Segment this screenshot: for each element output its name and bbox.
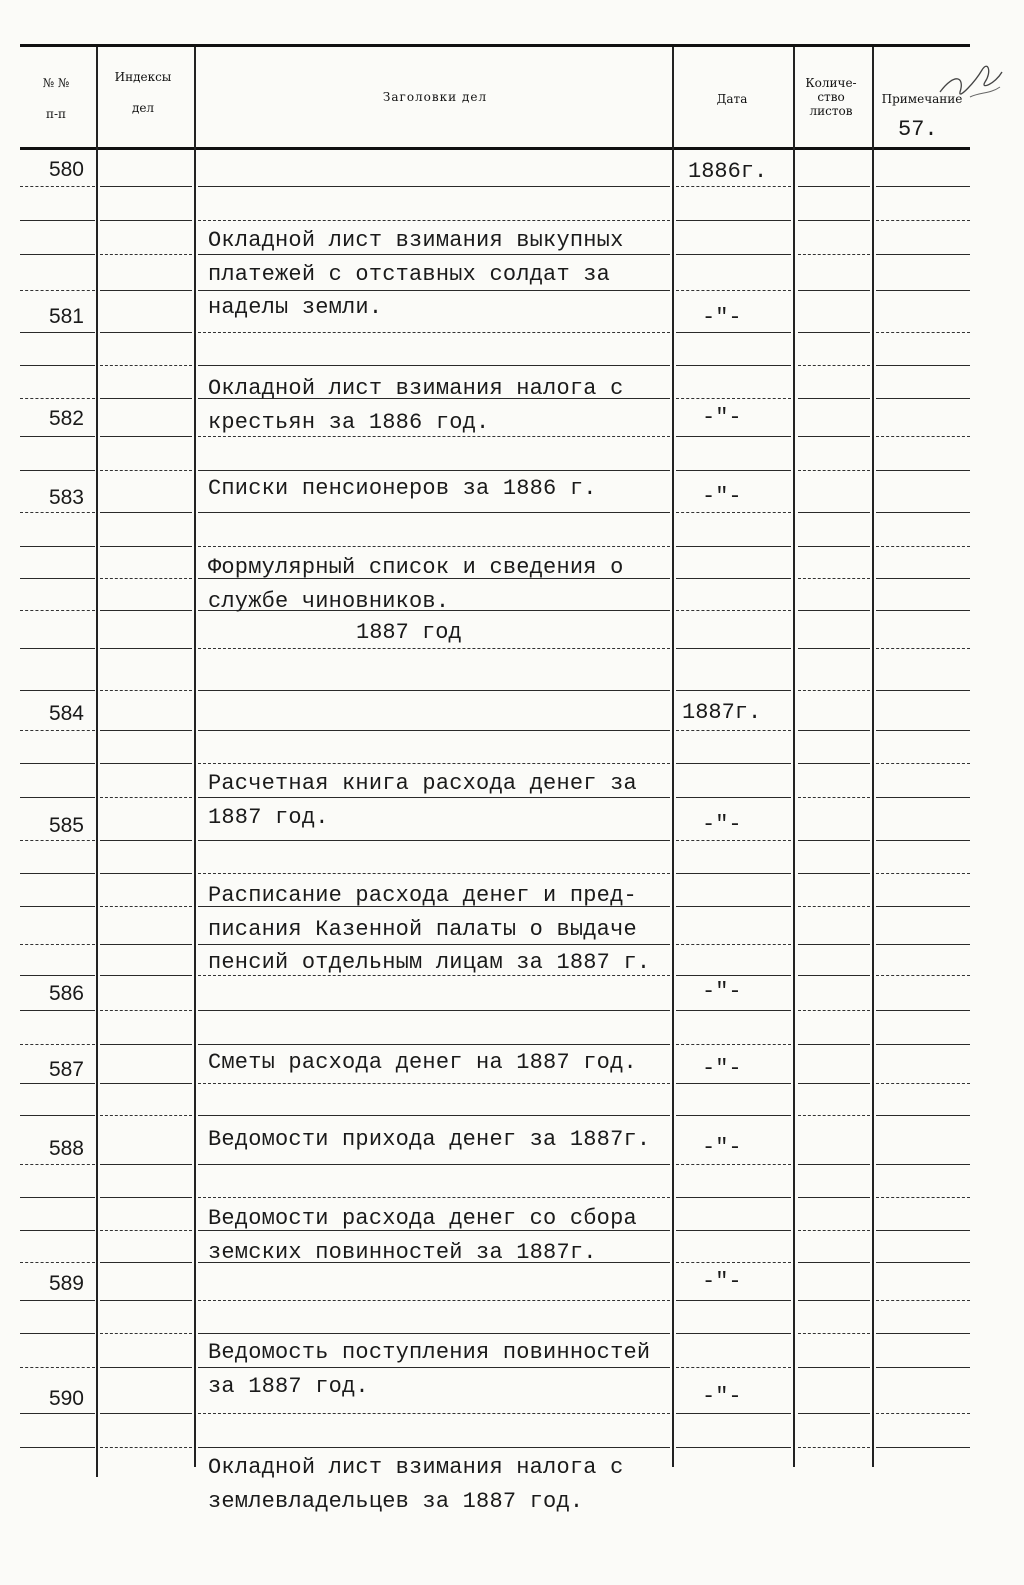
case-date: -"- — [702, 1135, 742, 1160]
ruled-line — [100, 398, 192, 399]
ruled-line — [876, 1197, 970, 1198]
case-date: -"- — [702, 305, 742, 330]
ruled-line — [876, 1447, 970, 1448]
ruled-line — [100, 1230, 192, 1231]
ruled-line — [20, 1083, 95, 1084]
ruled-line — [676, 398, 791, 399]
ruled-line — [676, 1300, 791, 1301]
ruled-line — [798, 436, 870, 437]
ruled-line — [876, 1333, 970, 1334]
ruled-line — [876, 332, 970, 333]
ruled-line — [876, 365, 970, 366]
ruled-line — [876, 1010, 970, 1011]
ruled-line — [676, 365, 791, 366]
ruled-line — [676, 1044, 791, 1045]
ruled-line — [876, 546, 970, 547]
ruled-line — [676, 1010, 791, 1011]
case-date: -"- — [702, 1384, 742, 1409]
ruled-line — [798, 1300, 870, 1301]
ruled-line — [798, 1413, 870, 1414]
ruled-line — [876, 220, 970, 221]
ruled-line — [676, 1333, 791, 1334]
ruled-line — [876, 470, 970, 471]
ruled-line — [20, 290, 95, 291]
ruled-line — [100, 254, 192, 255]
ruled-line — [100, 220, 192, 221]
ruled-line — [676, 186, 791, 187]
ruled-line — [100, 1197, 192, 1198]
ruled-line — [20, 1115, 95, 1116]
ruled-line — [100, 512, 192, 513]
ruled-line — [876, 1367, 970, 1368]
ruled-line — [20, 512, 95, 513]
case-title: Формулярный список и сведения о службе чиновников. — [208, 555, 624, 614]
ruled-line — [676, 578, 791, 579]
ruled-line — [20, 1164, 95, 1165]
ruled-line — [676, 546, 791, 547]
ruled-line — [20, 254, 95, 255]
ruled-line — [876, 873, 970, 874]
ruled-line — [20, 1300, 95, 1301]
case-title: Расчетная книга расхода денег за 1887 год. — [208, 771, 637, 830]
ruled-line — [876, 797, 970, 798]
ruled-line — [798, 648, 870, 649]
ruled-line — [876, 398, 970, 399]
row-number: 581 — [48, 305, 84, 328]
ruled-line — [20, 975, 95, 976]
ruled-line — [676, 1083, 791, 1084]
ruled-line — [100, 1333, 192, 1334]
header-col-date: Дата — [716, 92, 748, 106]
ruled-line — [100, 730, 192, 731]
ruled-line — [100, 975, 192, 976]
case-date: 1887г. — [682, 700, 762, 725]
ruled-line — [20, 220, 95, 221]
ruled-line — [876, 1300, 970, 1301]
ruled-line — [798, 873, 870, 874]
ruled-line — [876, 1115, 970, 1116]
col-divider-4 — [793, 47, 795, 1467]
ruled-line — [876, 578, 970, 579]
ruled-line — [676, 797, 791, 798]
ruled-line — [798, 944, 870, 945]
ruled-line — [676, 1262, 791, 1263]
case-title: Ведомости прихода денег за 1887г. — [208, 1127, 651, 1152]
ruled-line — [100, 1300, 192, 1301]
ruled-line — [798, 1044, 870, 1045]
ruled-line — [100, 436, 192, 437]
case-title: Сметы расхода денег на 1887 год. — [208, 1050, 637, 1075]
row-number: 589 — [48, 1272, 84, 1295]
ruled-line — [676, 1413, 791, 1414]
ruled-line — [876, 690, 970, 691]
ruled-line — [876, 186, 970, 187]
ruled-line — [20, 906, 95, 907]
ruled-line — [20, 797, 95, 798]
ruled-line — [798, 1230, 870, 1231]
header-bottom-rule — [20, 147, 970, 150]
ruled-line — [100, 610, 192, 611]
ruled-line — [100, 546, 192, 547]
ruled-line — [100, 332, 192, 333]
ruled-line — [676, 470, 791, 471]
ruled-line — [798, 1083, 870, 1084]
year-heading: 1887 год — [356, 620, 462, 645]
ruled-line — [20, 546, 95, 547]
row-number: 582 — [48, 407, 84, 430]
ruled-line — [676, 1164, 791, 1165]
ruled-line — [20, 1413, 95, 1414]
ruled-line — [876, 436, 970, 437]
ruled-line — [876, 512, 970, 513]
ruled-line — [20, 873, 95, 874]
header-top-rule — [20, 44, 970, 47]
ruled-line — [798, 975, 870, 976]
ruled-line — [676, 1197, 791, 1198]
ruled-line — [798, 220, 870, 221]
ruled-line — [100, 873, 192, 874]
ruled-line — [676, 220, 791, 221]
ruled-line — [20, 436, 95, 437]
ruled-line — [100, 1262, 192, 1263]
ruled-line — [876, 840, 970, 841]
case-title: Ведомость поступления повинностей за 1887 год. — [208, 1340, 651, 1399]
header-col-index: Индексы дел — [114, 70, 172, 115]
sheet-number: 57. — [898, 117, 938, 142]
ruled-line — [676, 873, 791, 874]
ruled-line — [20, 1447, 95, 1448]
ruled-line — [798, 1164, 870, 1165]
ruled-line — [20, 398, 95, 399]
ruled-line — [100, 1044, 192, 1045]
case-title: Списки пенсионеров за 1886 г. — [208, 476, 597, 501]
ruled-line — [798, 1010, 870, 1011]
ruled-line — [20, 730, 95, 731]
row-number: 585 — [48, 814, 84, 837]
ruled-line — [20, 1044, 95, 1045]
ruled-line — [876, 1164, 970, 1165]
ruled-line — [20, 186, 95, 187]
case-title: Расписание расхода денег и пред- писания Казенной палаты о выдаче пенсий отдельным лицам за 1887 г. — [208, 883, 651, 975]
ruled-line — [676, 944, 791, 945]
case-title: Ведомости расхода денег со сбора земских повинностей за 1887г. — [208, 1206, 637, 1265]
row-number: 586 — [48, 982, 84, 1005]
ruled-line — [876, 1044, 970, 1045]
ruled-line — [20, 365, 95, 366]
ruled-line — [676, 763, 791, 764]
ruled-line — [100, 906, 192, 907]
ruled-line — [20, 1333, 95, 1334]
ruled-line — [676, 512, 791, 513]
ruled-line — [798, 290, 870, 291]
ruled-line — [798, 470, 870, 471]
ruled-line — [676, 690, 791, 691]
ruled-line — [20, 763, 95, 764]
row-number: 580 — [48, 158, 84, 181]
ruled-line — [798, 906, 870, 907]
case-date: -"- — [702, 1056, 742, 1081]
ruled-line — [20, 1230, 95, 1231]
ruled-line — [798, 1262, 870, 1263]
ruled-line — [100, 365, 192, 366]
ruled-line — [798, 578, 870, 579]
ruled-line — [100, 290, 192, 291]
ruled-line — [20, 648, 95, 649]
ruled-line — [798, 1333, 870, 1334]
ruled-line — [100, 1447, 192, 1448]
ruled-line — [798, 186, 870, 187]
ruled-line — [876, 648, 970, 649]
ruled-line — [798, 332, 870, 333]
ruled-line — [798, 797, 870, 798]
ruled-line — [798, 398, 870, 399]
ruled-line — [100, 944, 192, 945]
ruled-line — [20, 610, 95, 611]
ruled-line — [20, 840, 95, 841]
ruled-line — [876, 1083, 970, 1084]
ruled-line — [100, 690, 192, 691]
ruled-line — [100, 648, 192, 649]
ruled-line — [100, 470, 192, 471]
ruled-line — [876, 254, 970, 255]
ruled-line — [798, 690, 870, 691]
ruled-line — [676, 840, 791, 841]
ruled-line — [798, 1367, 870, 1368]
ruled-line — [676, 1115, 791, 1116]
ruled-line — [876, 1262, 970, 1263]
ruled-line — [20, 470, 95, 471]
ruled-line — [876, 730, 970, 731]
header-col-title: Заголовки дел — [382, 90, 488, 104]
ruled-line — [100, 578, 192, 579]
ruled-line — [20, 1367, 95, 1368]
ruled-line — [20, 1010, 95, 1011]
ruled-line — [100, 1164, 192, 1165]
ruled-line — [676, 1367, 791, 1368]
ruled-line — [676, 975, 791, 976]
header-col-note: Примечание — [881, 92, 963, 106]
header-col-count: Количе- ство листов — [805, 76, 857, 118]
ruled-line — [676, 906, 791, 907]
ruled-line — [876, 1413, 970, 1414]
ruled-line — [100, 1413, 192, 1414]
col-divider-1 — [96, 47, 98, 1477]
ruled-line — [198, 690, 670, 691]
ruled-line — [798, 365, 870, 366]
ruled-line — [100, 797, 192, 798]
ruled-line — [20, 690, 95, 691]
ruled-line — [676, 1447, 791, 1448]
ruled-line — [798, 730, 870, 731]
ruled-line — [798, 1197, 870, 1198]
ruled-line — [876, 975, 970, 976]
ruled-line — [20, 332, 95, 333]
ruled-line — [876, 944, 970, 945]
ruled-line — [100, 763, 192, 764]
col-divider-5 — [872, 47, 874, 1467]
ruled-line — [20, 578, 95, 579]
ruled-line — [798, 1447, 870, 1448]
case-title: Окладной лист взимания налога с крестьян за 1886 год. — [208, 376, 624, 435]
case-date: -"- — [702, 405, 742, 430]
ruled-line — [798, 763, 870, 764]
ruled-line — [676, 254, 791, 255]
ruled-line — [100, 1083, 192, 1084]
ruled-line — [876, 906, 970, 907]
ruled-line — [676, 1230, 791, 1231]
ruled-line — [20, 1197, 95, 1198]
col-divider-2 — [194, 47, 196, 1467]
ruled-line — [798, 610, 870, 611]
ruled-line — [676, 290, 791, 291]
row-number: 584 — [48, 702, 84, 725]
ruled-line — [676, 436, 791, 437]
ruled-line — [20, 1262, 95, 1263]
ruled-line — [798, 840, 870, 841]
ruled-line — [676, 730, 791, 731]
ruled-line — [676, 610, 791, 611]
row-number: 587 — [48, 1058, 84, 1081]
case-date: -"- — [702, 484, 742, 509]
ruled-line — [798, 546, 870, 547]
case-date: -"- — [702, 979, 742, 1004]
ruled-line — [100, 1115, 192, 1116]
row-number: 583 — [48, 486, 84, 509]
row-number: 588 — [48, 1137, 84, 1160]
handwritten-mark-icon — [930, 52, 1010, 107]
ruled-line — [798, 1115, 870, 1116]
header-col-number: № № п-п — [42, 76, 70, 121]
ruled-line — [876, 1230, 970, 1231]
ruled-line — [876, 763, 970, 764]
case-title: Окладной лист взимания налога с землевладельцев за 1887 год. — [208, 1455, 624, 1514]
ruled-line — [676, 332, 791, 333]
ruled-line — [798, 254, 870, 255]
ruled-line — [100, 1367, 192, 1368]
ruled-line — [100, 840, 192, 841]
case-date: 1886г. — [688, 159, 768, 184]
case-date: -"- — [702, 1269, 742, 1294]
case-title: Окладной лист взимания выкупных платежей с отставных солдат за наделы земли. — [208, 228, 624, 320]
ruled-line — [676, 648, 791, 649]
ruled-line — [798, 512, 870, 513]
row-number: 590 — [48, 1387, 84, 1410]
ruled-line — [100, 1010, 192, 1011]
ruled-line — [100, 186, 192, 187]
ruled-line — [876, 610, 970, 611]
ruled-line — [876, 290, 970, 291]
ruled-line — [20, 944, 95, 945]
case-date: -"- — [702, 812, 742, 837]
